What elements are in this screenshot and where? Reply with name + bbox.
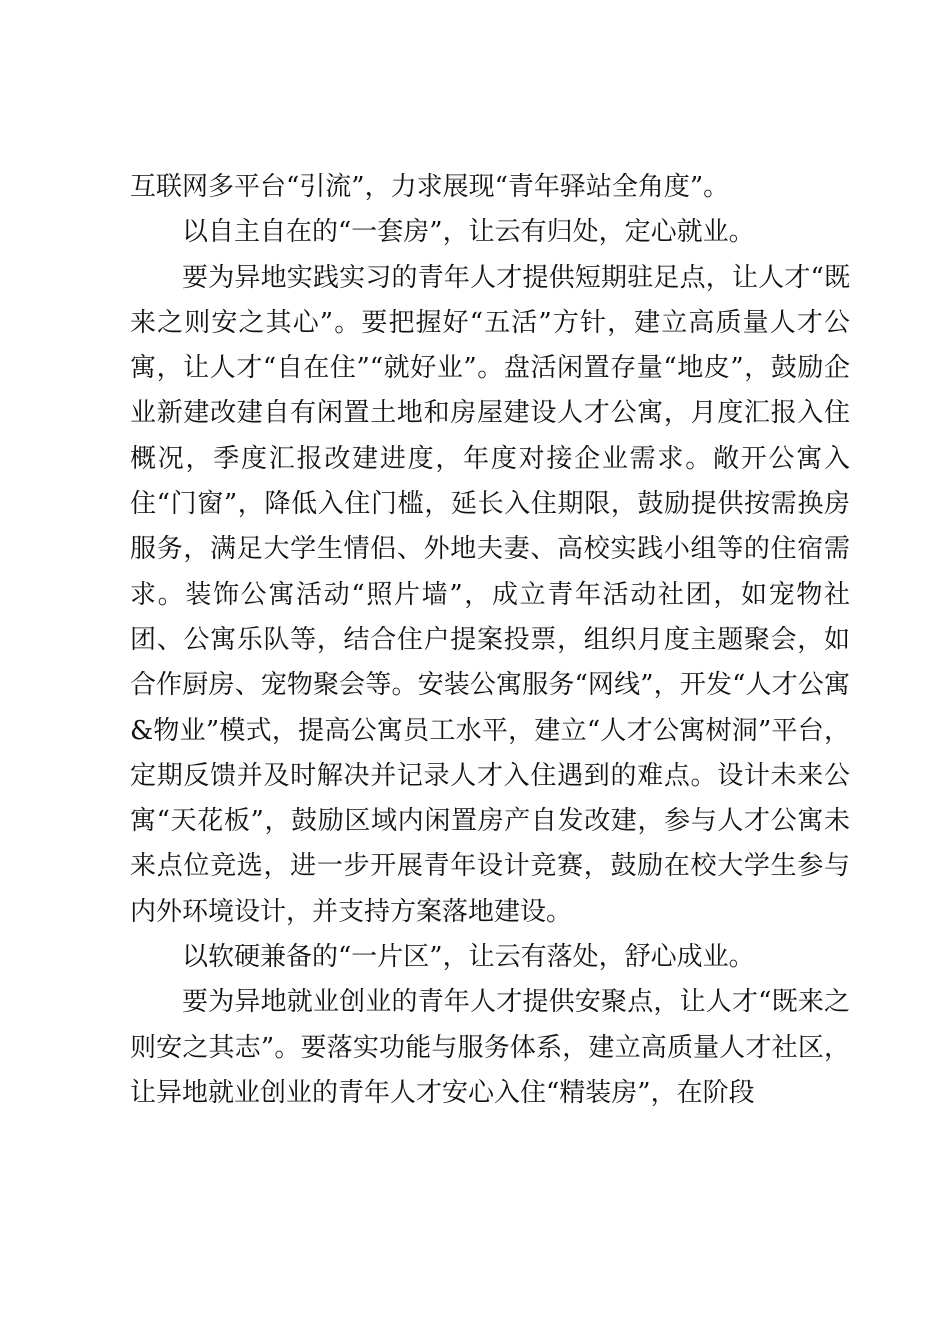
paragraph-apartment-body: 要为异地实践实习的青年人才提供短期驻足点，让人才“既来之则安之其心”。要把握好“五活”方针，建立高质量人才公寓，让人才“自在住”“就好业”。盘活闲置存量“地皮”，鼓励企业新建改建自有闲置土地和房屋建设人才公寓，月度汇报入住概况，季度汇报改建进度，年度对接企业需求。敞开公寓入住“门窗”，降低入住门槛，延长入住期限，鼓励提供按需换房服务，满足大学生情侣、外地夫妻、高校实践小组等的住宿需求。装饰公寓活动“照片墙”，成立青年活动社团，如宠物社团、公寓乐队等，结合住户提案投票，组织月度主题聚会，如合作厨房、宠物聚会等。安装公寓服务“网线”，开发“人才公寓&物业”模式，提高公寓员工水平，建立“人才公寓树洞”平台，定期反馈并及时解决并记录人才入住遇到的难点。设计未来公寓“天花板”，鼓励区域内闲置房产自发改建，参与人才公寓未来点位竞选，进一步开展青年设计竞赛，鼓励在校大学生参与内外环境设计，并支持方案落地建设。 [130, 262, 850, 927]
section-heading-apartment: 以自主自在的“一套房”，让云有归处，定心就业。 [182, 217, 755, 248]
section-heading-district: 以软硬兼备的“一片区”，让云有落处，舒心成业。 [182, 942, 755, 973]
document-body [130, 165, 850, 1116]
paragraph-district-body: 要为异地就业创业的青年人才提供安聚点，让人才“既来之则安之其志”。要落实功能与服务体系，建立高质量人才社区，让异地就业创业的青年人才安心入住“精装房”，在阶段 [130, 987, 850, 1108]
paragraph-continuation: 互联网多平台“引流”，力求展现“青年驿站全角度”。 [130, 172, 730, 202]
